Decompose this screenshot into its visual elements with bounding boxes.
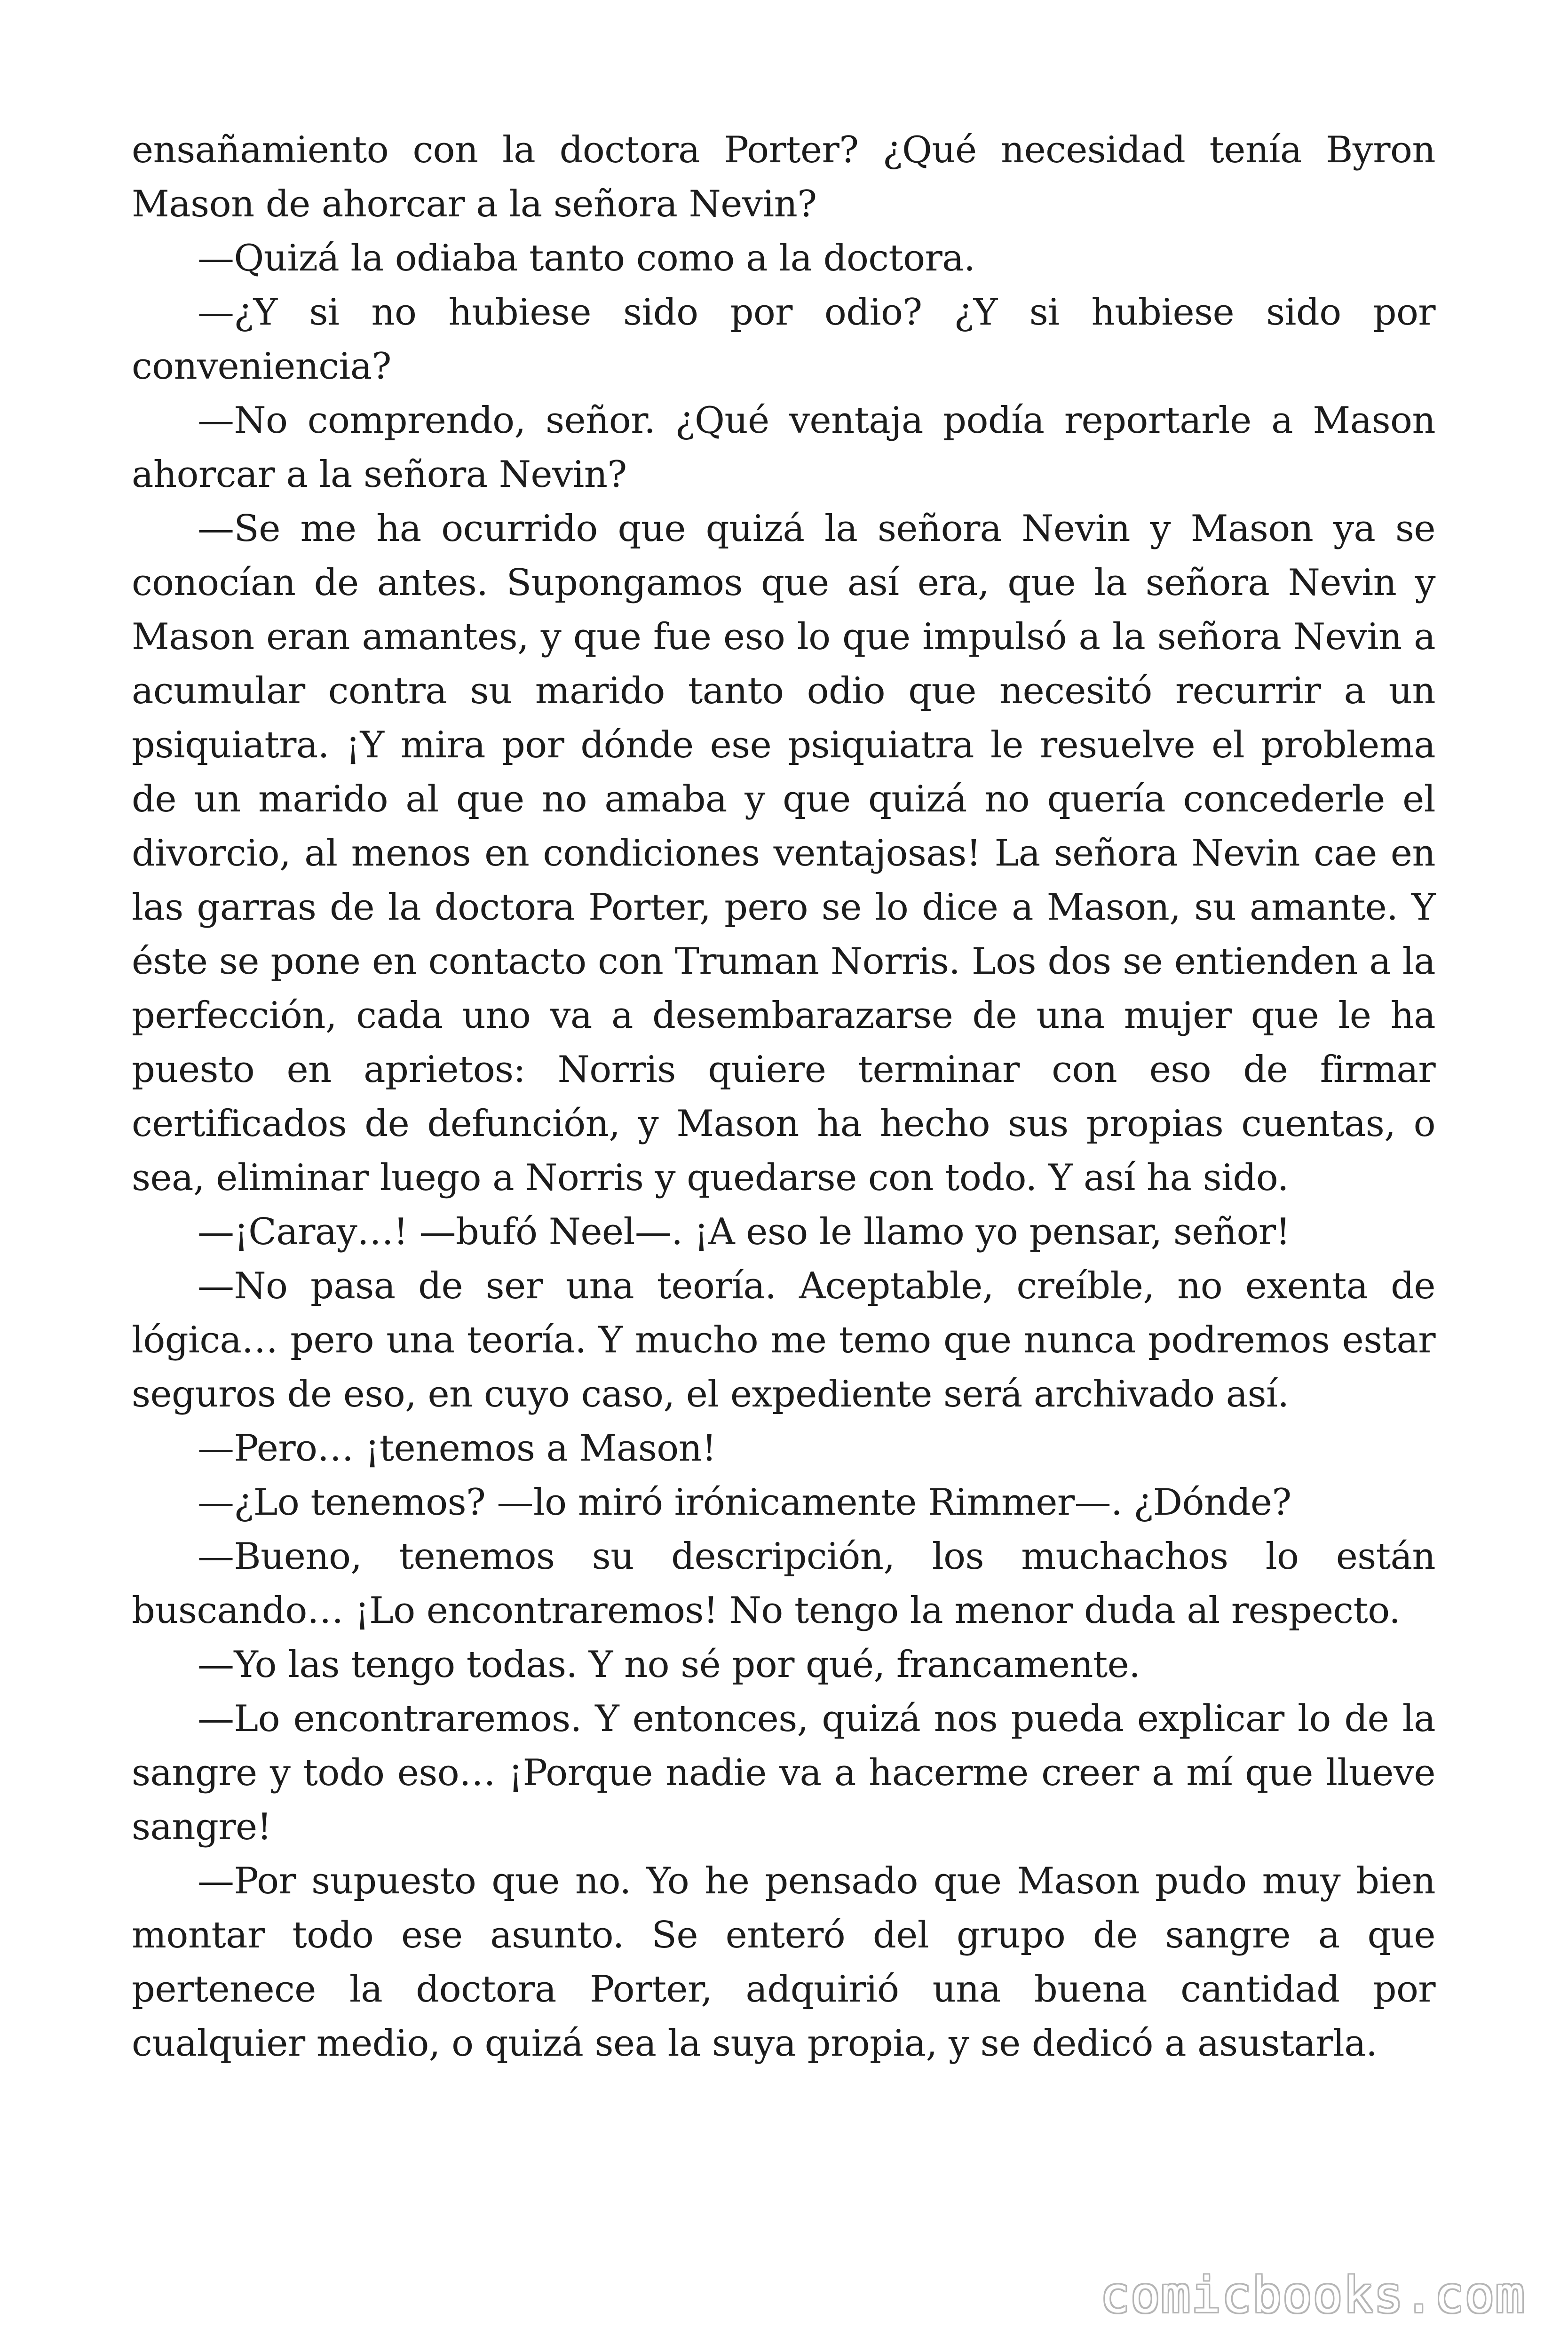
paragraph-continuation: ensañamiento con la doctora Porter? ¿Qué necesidad tenía Byron Mason de ahorcar a la señora Nevin?	[132, 129, 1435, 225]
page-body	[132, 123, 1435, 2071]
watermark: comicbooks.com	[1100, 2266, 1526, 2324]
paragraph: —No comprendo, señor. ¿Qué ventaja podía reportarle a Mason ahorcar a la señora Nevin?	[132, 399, 1435, 496]
paragraph: —Por supuesto que no. Yo he pensado que Mason pudo muy bien montar todo ese asunto. Se enteró del grupo de sangre a que pertenece la doctora Porter, adquirió una buena cantidad por cualquier medio, o quizá sea la suya propia, y se dedicó a asustarla.	[132, 1860, 1435, 2065]
paragraph: —Se me ha ocurrido que quizá la señora Nevin y Mason ya se conocían de antes. Supongamos que así era, que la señora Nevin y Mason eran amantes, y que fue eso lo que impulsó a la señora Nevin a acumular contra su marido tanto odio que necesitó recurrir a un psiquiatra. ¡Y mira por dónde ese psiquiatra le resuelve el problema de un marido al que no amaba y que quizá no quería concederle el divorcio, al menos en condiciones ventajosas! La señora Nevin cae en las garras de la doctora Porter, pero se lo dice a Mason, su amante. Y éste se pone en contacto con Truman Norris. Los dos se entienden a la perfección, cada uno va a desembarazarse de una mujer que le ha puesto en aprietos: Norris quiere terminar con eso de firmar certificados de defunción, y Mason ha hecho sus propias cuentas, o sea, eliminar luego a Norris y quedarse con todo. Y así ha sido.	[132, 508, 1435, 1199]
paragraph: —¿Y si no hubiese sido por odio? ¿Y si hubiese sido por conveniencia?	[132, 291, 1435, 388]
paragraph: —¿Lo tenemos? —lo miró irónicamente Rimmer—. ¿Dónde?	[198, 1481, 1291, 1524]
paragraph: —No pasa de ser una teoría. Aceptable, creíble, no exenta de lógica… pero una teoría. Y mucho me temo que nunca podremos estar seguros de eso, en cuyo caso, el expediente será archivado así.	[132, 1265, 1435, 1415]
paragraph: —Bueno, tenemos su descripción, los muchachos lo están buscando… ¡Lo encontraremos! No tengo la menor duda al respecto.	[132, 1535, 1435, 1632]
paragraph: —Yo las tengo todas. Y no sé por qué, francamente.	[198, 1644, 1140, 1686]
paragraph: —Quizá la odiaba tanto como a la doctora.	[198, 237, 975, 279]
paragraph: —¡Caray…! —bufó Neel—. ¡A eso le llamo yo pensar, señor!	[198, 1211, 1291, 1253]
paragraph: —Lo encontraremos. Y entonces, quizá nos pueda explicar lo de la sangre y todo eso… ¡Porque nadie va a hacerme creer a mí que llueve sangre!	[132, 1698, 1435, 1848]
paragraph: —Pero… ¡tenemos a Mason!	[198, 1427, 717, 1470]
